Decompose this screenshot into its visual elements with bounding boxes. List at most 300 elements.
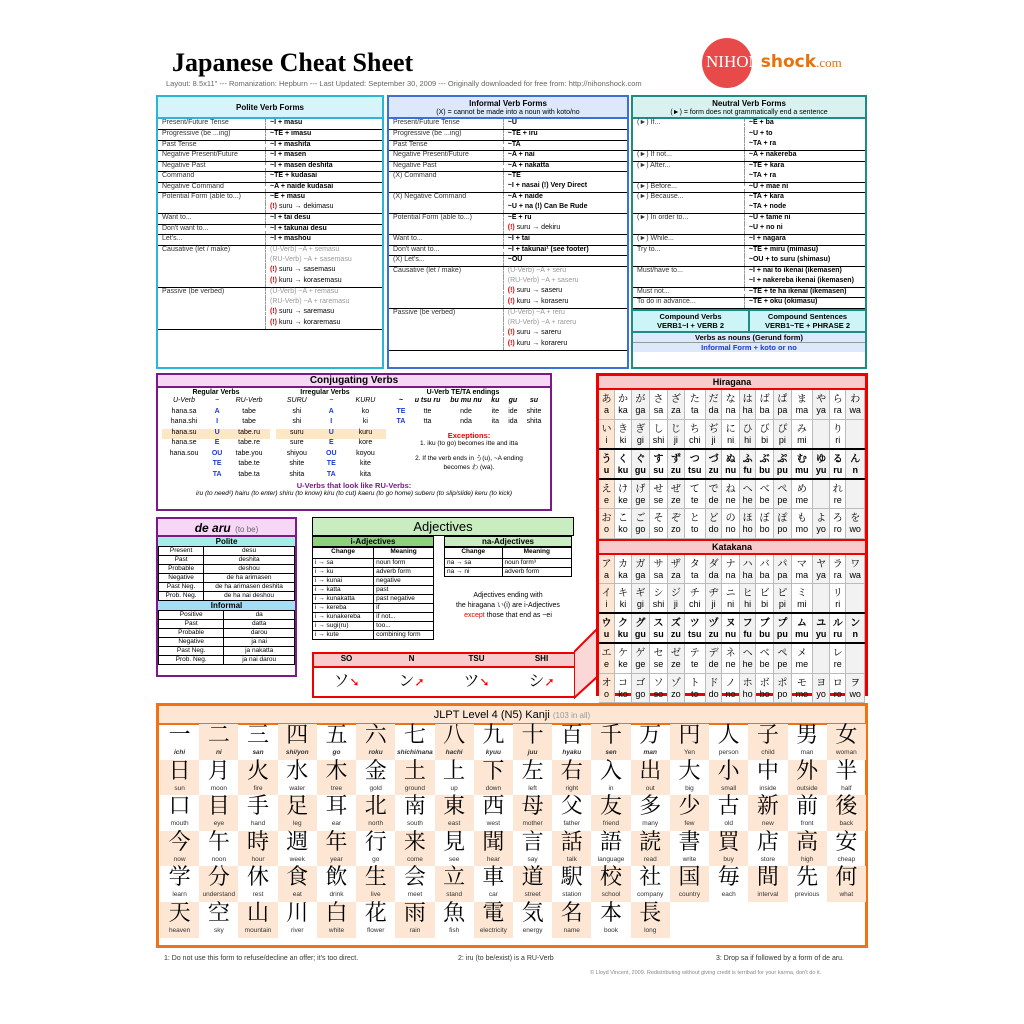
romaji: shi xyxy=(649,435,668,449)
kana-char: た xyxy=(684,390,705,405)
table-row xyxy=(633,298,865,309)
kana-char: ぬ xyxy=(722,449,740,465)
kanji-meaning: school xyxy=(601,891,621,899)
kanji-char: 花 xyxy=(364,900,387,926)
romaji: ji xyxy=(705,599,721,613)
adjective-note-except: except xyxy=(464,611,485,619)
table-row xyxy=(158,266,382,277)
row-formula: ~TA xyxy=(503,140,627,151)
kanji-cell xyxy=(552,760,591,796)
kana-char: く xyxy=(615,449,632,465)
romaji: no xyxy=(722,524,740,538)
kana-char: ヘ xyxy=(739,643,755,659)
table-row xyxy=(159,611,295,620)
kanji-meaning: go xyxy=(372,855,380,863)
page-subtitle: Layout: 8.5x11" --- Romanization: Hepburn --- Last Updated: September 30, 2009 --- Originally downloaded for free from: http://nihonshock.com xyxy=(166,79,642,88)
kana-char: も xyxy=(791,509,812,525)
romaji: ma xyxy=(791,570,812,584)
kana-char: ケ xyxy=(615,643,632,659)
kanji-meaning: ear xyxy=(331,820,342,828)
kana-char: の xyxy=(722,509,740,525)
table-cell: tabe xyxy=(242,407,256,415)
kana-char: ま xyxy=(791,390,812,405)
kanji-meaning: back xyxy=(839,820,854,828)
kana-char: ゾ xyxy=(668,673,684,689)
kana-char: ぞ xyxy=(668,509,684,525)
logo-text-right: .com xyxy=(816,55,842,70)
kanji-cell xyxy=(278,831,317,867)
romaji: su xyxy=(649,629,668,643)
table-cell: nde xyxy=(460,407,472,415)
header-cell: gu xyxy=(508,397,518,404)
copyright: © Lloyd Vincent, 2009. Redistributing without giving credit is terribad for your karma, don't do it. xyxy=(590,970,822,976)
table-cell: TA xyxy=(396,418,406,425)
kana-char: イ xyxy=(599,584,615,600)
table-row xyxy=(633,151,865,162)
kana-row xyxy=(599,643,865,659)
kanji-meaning: sun xyxy=(174,784,185,792)
red-arrow-icon: ➘ xyxy=(479,675,490,689)
row-label: Negative Command xyxy=(158,182,266,193)
table-row xyxy=(159,647,295,656)
kanji-cell xyxy=(238,795,277,831)
table-row xyxy=(159,574,295,583)
table-row xyxy=(158,256,382,267)
kanji-meaning: mother xyxy=(522,820,543,828)
romaji: ke xyxy=(615,495,632,509)
table-row xyxy=(389,119,627,130)
table-row xyxy=(162,418,270,429)
table-row xyxy=(389,329,627,340)
table-cell: i → sugi(ru) xyxy=(313,621,374,630)
kana-char: り xyxy=(830,419,846,435)
kanji-cell xyxy=(160,795,199,831)
kanji-cell xyxy=(356,795,395,831)
table-row xyxy=(313,585,434,594)
romaji: fu xyxy=(739,629,755,643)
table-cell: desu xyxy=(204,547,295,556)
kana-char: ウ xyxy=(599,613,615,629)
table-cell: Negative xyxy=(159,574,204,583)
hiragana-table xyxy=(599,390,865,539)
row-label: Causative (let / make) xyxy=(389,266,503,277)
row-formula: (!) suru → dekimasu xyxy=(266,203,382,214)
table-row xyxy=(389,277,627,288)
kanji-char: 四 xyxy=(286,723,309,748)
kana-char: と xyxy=(684,509,705,525)
kanji-meaning: old xyxy=(724,820,734,828)
table-header xyxy=(445,548,572,559)
kanji-meaning: each xyxy=(721,891,736,899)
row-formula: (!) kuru → korasemasu xyxy=(266,277,382,288)
table-cell: hana.sou xyxy=(169,449,199,457)
romaji: gi xyxy=(632,599,650,613)
kana-char: ゼ xyxy=(668,643,684,659)
romaji: mi xyxy=(791,435,812,449)
kana-char: げ xyxy=(632,479,650,495)
romaji: zo xyxy=(668,524,684,538)
table-cell: deshou xyxy=(204,565,295,574)
table-cell: A xyxy=(328,407,334,415)
kana-row xyxy=(599,419,865,435)
kana-char: ネ xyxy=(722,643,740,659)
table-row xyxy=(313,621,434,630)
table-cell: I xyxy=(216,418,219,425)
kanji-char: 男 xyxy=(796,723,819,748)
row-formula: ~A + nakatta xyxy=(503,161,627,172)
kana-char: ア xyxy=(599,555,615,570)
table-row xyxy=(389,224,627,235)
table-cell: shita xyxy=(289,470,305,478)
kanji-cell xyxy=(435,795,474,831)
kanji-cell xyxy=(788,795,827,831)
table-row xyxy=(158,245,382,256)
kana-char: エ xyxy=(599,643,615,659)
kana-char: お xyxy=(599,509,615,525)
kana-char: ヤ xyxy=(813,555,830,570)
romaji: me xyxy=(791,659,812,673)
header-cell: Meaning xyxy=(374,548,434,559)
kana-char: ふ xyxy=(739,449,755,465)
kanji-char: 午 xyxy=(207,829,230,855)
kanji-meaning: rest xyxy=(252,891,264,899)
table-cell: de ha arimasen xyxy=(204,574,295,583)
katakana-title: Katakana xyxy=(599,539,865,555)
kanji-char: 人 xyxy=(717,723,740,748)
romaji: e xyxy=(599,495,615,509)
table-cell: shi xyxy=(292,407,302,415)
table-row xyxy=(158,193,382,204)
kana-char: ぺ xyxy=(773,479,791,495)
kanji-cell xyxy=(631,795,670,831)
table-row xyxy=(158,182,382,193)
page-title: Japanese Cheat Sheet xyxy=(172,48,414,77)
kanji-char: 千 xyxy=(600,723,623,748)
table-row xyxy=(313,612,434,621)
row-label xyxy=(633,140,744,151)
kanji-char: 聞 xyxy=(482,829,505,855)
kanji-cell xyxy=(395,866,434,902)
romaji: ra xyxy=(830,570,846,584)
kanji-cell xyxy=(748,795,787,831)
kanji-cell xyxy=(631,760,670,796)
romaji: gu xyxy=(632,629,650,643)
kanji-meaning: year xyxy=(330,855,343,863)
kana-char: ダ xyxy=(705,555,721,570)
kanji-meaning: shichi/nana xyxy=(397,749,433,756)
kanji-meaning: see xyxy=(448,855,460,863)
table-row xyxy=(389,298,627,309)
romaji: se xyxy=(649,495,668,509)
de-aru-panel xyxy=(156,517,297,677)
header-cell: KURU xyxy=(355,397,376,404)
kanji-char: 食 xyxy=(286,865,309,891)
kanji-meaning: flower xyxy=(367,926,385,934)
romaji: ru xyxy=(830,465,846,479)
kanji-meaning: country xyxy=(678,891,701,899)
table-cell: E xyxy=(214,439,220,446)
neutral-verb-table xyxy=(633,119,865,309)
kanji-char: 校 xyxy=(600,865,623,891)
kana-char: ガ xyxy=(632,555,650,570)
kana-char: ぽ xyxy=(773,509,791,525)
table-row xyxy=(276,408,386,419)
table-row xyxy=(389,130,627,141)
romaji: fu xyxy=(739,465,755,479)
kana-char xyxy=(813,643,830,659)
row-formula: ~TA + node xyxy=(744,203,865,214)
row-label xyxy=(389,277,503,288)
kana-char: ぐ xyxy=(632,449,650,465)
kana-char xyxy=(813,419,830,435)
table-row xyxy=(633,287,865,298)
kanji-meaning: woman xyxy=(835,749,857,756)
kana-char xyxy=(846,584,865,600)
table-row xyxy=(158,235,382,246)
table-cell: ite xyxy=(491,407,499,415)
kanji-meaning: electricity xyxy=(479,926,507,934)
romaji: zu xyxy=(705,465,721,479)
kanji-char: 東 xyxy=(443,794,466,820)
romaji: hi xyxy=(739,435,755,449)
kana-char: ヌ xyxy=(722,613,740,629)
row-label: (►) If... xyxy=(633,119,744,130)
table-cell: i → kereba xyxy=(313,603,374,612)
table-cell: Positive xyxy=(159,611,224,620)
kanji-cell xyxy=(552,902,591,938)
kana-char: ワ xyxy=(846,555,865,570)
table-row xyxy=(633,277,865,288)
kanji-char: 父 xyxy=(560,794,583,820)
kanji-cell xyxy=(474,760,513,796)
informal-note: (X) = cannot be made into a noun with koto/no xyxy=(436,109,580,116)
kanji-cell xyxy=(827,724,866,760)
kanji-count: (103 in all) xyxy=(552,711,591,720)
table-row xyxy=(159,547,295,556)
table-cell: de ha nai deshou xyxy=(204,592,295,601)
romaji: ri xyxy=(830,435,846,449)
kanji-row xyxy=(160,724,866,760)
exception-2: 2. If the verb ends in う(u), ~A ending becomes わ (wa). xyxy=(415,454,523,471)
kanji-cell xyxy=(356,831,395,867)
row-label: Negative Past xyxy=(389,161,503,172)
row-label xyxy=(633,203,744,214)
row-label: Don't want to... xyxy=(158,224,266,235)
red-arrow-icon: ➘ xyxy=(349,675,360,689)
romaji: ta xyxy=(684,405,705,419)
table-cell: Prob. Neg. xyxy=(159,592,204,601)
table-cell: ja nai xyxy=(224,638,295,647)
kana-char: グ xyxy=(632,613,650,629)
table-row xyxy=(159,638,295,647)
kana-char: コ xyxy=(615,673,632,689)
romaji: re xyxy=(830,495,846,509)
kanji-cell xyxy=(513,760,552,796)
table-cell: da xyxy=(224,611,295,620)
i-adjectives-title: i-Adjectives xyxy=(312,536,434,547)
kana-char: が xyxy=(632,390,650,405)
kana-row xyxy=(599,509,865,525)
kanji-meaning: fish xyxy=(449,926,460,934)
kanji-cell xyxy=(435,760,474,796)
romaji: pu xyxy=(773,465,791,479)
kanji-cell xyxy=(552,724,591,760)
kanji-cell xyxy=(238,760,277,796)
romaji: pu xyxy=(773,629,791,643)
kana-row xyxy=(599,390,865,405)
gerund-title: Verbs as nouns (Gerund form) xyxy=(633,333,865,343)
site-logo[interactable] xyxy=(702,38,872,88)
kana-char: い xyxy=(599,419,615,435)
table-cell: i → katta xyxy=(313,585,374,594)
kana-char: タ xyxy=(684,555,705,570)
kanji-char: 下 xyxy=(482,758,505,784)
kanji-cell xyxy=(435,831,474,867)
romaji: ha xyxy=(739,405,755,419)
kanji-cell xyxy=(395,724,434,760)
row-label xyxy=(158,203,266,214)
kanji-cell xyxy=(238,866,277,902)
kana-char: ら xyxy=(830,390,846,405)
kanji-char: 十 xyxy=(521,723,544,748)
kana-char xyxy=(846,419,865,435)
kanji-char: 南 xyxy=(403,794,426,820)
romaji: ro xyxy=(830,689,846,703)
de-aru-polite-title: Polite xyxy=(158,537,295,546)
romaji: ra xyxy=(830,405,846,419)
romaji: shi xyxy=(649,599,668,613)
kanji-cell xyxy=(513,724,552,760)
informal-verb-forms-panel xyxy=(387,95,629,369)
table-cell: Prob. Neg. xyxy=(159,656,224,665)
row-label xyxy=(633,130,744,141)
romaji-row xyxy=(599,524,865,538)
kanji-meaning: eat xyxy=(292,891,302,899)
kanji-char: 立 xyxy=(443,865,466,891)
conjugating-title: Conjugating Verbs xyxy=(158,375,550,388)
kanji-meaning: inside xyxy=(759,784,777,792)
kanji-char: 外 xyxy=(796,758,819,784)
kanji-cell xyxy=(395,902,434,938)
romaji: pe xyxy=(773,659,791,673)
table-row xyxy=(276,450,386,461)
kanji-meaning: down xyxy=(485,784,502,792)
kanji-cell xyxy=(748,724,787,760)
kanji-meaning: eye xyxy=(213,820,225,828)
kanji-cell xyxy=(238,831,277,867)
exceptions-title: Exceptions: xyxy=(447,430,491,440)
kanji-meaning: hyaku xyxy=(562,749,582,756)
kanji-meaning: ni xyxy=(215,749,222,756)
na-adjectives-title: na-Adjectives xyxy=(444,536,572,547)
kanji-meaning: friend xyxy=(602,820,620,828)
kana-char: み xyxy=(791,419,812,435)
kana-char: わ xyxy=(846,390,865,405)
table-cell: sure xyxy=(290,439,304,446)
kana-char: け xyxy=(615,479,632,495)
table-row xyxy=(633,235,865,246)
informal-verb-table xyxy=(389,119,627,351)
table-header xyxy=(276,397,386,408)
romaji: ya xyxy=(813,405,830,419)
kanji-cell xyxy=(356,760,395,796)
romaji: ji xyxy=(705,435,721,449)
polite-verb-forms-panel xyxy=(156,95,384,369)
row-formula: (!) kuru → koraremasu xyxy=(266,319,382,330)
kana-char: ソ xyxy=(649,673,668,689)
table-row xyxy=(445,567,572,576)
row-formula: ~OU + to suru (shimasu) xyxy=(744,256,865,267)
stroke-label: TSU xyxy=(468,654,485,663)
kanji-row xyxy=(160,831,866,867)
kana-char: ぱ xyxy=(773,390,791,405)
table-cell: ide xyxy=(508,407,518,415)
row-label: Passive (be verbed) xyxy=(158,287,266,298)
kanji-cell xyxy=(748,831,787,867)
kanji-row xyxy=(160,795,866,831)
romaji: mo xyxy=(791,524,812,538)
kana-char: ひ xyxy=(739,419,755,435)
look-like-ru-title: U-Verbs that look like RU-Verbs: xyxy=(296,481,412,490)
row-label xyxy=(389,287,503,298)
table-cell xyxy=(162,460,206,471)
informal-title: Informal Verb Forms xyxy=(469,99,547,108)
table-row xyxy=(633,161,865,172)
table-cell: na → sa xyxy=(445,558,503,567)
romaji xyxy=(846,659,865,673)
row-formula: ~I + nagara xyxy=(744,235,865,246)
kanji-meaning: energy xyxy=(522,926,543,934)
romaji: ko xyxy=(615,689,632,703)
row-label: To do in advance... xyxy=(633,298,744,309)
kanji-meaning: ichi xyxy=(174,749,186,756)
stroke-kana: ソ xyxy=(333,673,350,690)
romaji: ga xyxy=(632,570,650,584)
kanji-cell xyxy=(591,831,630,867)
romaji: bi xyxy=(756,435,774,449)
table-cell: TA xyxy=(212,470,222,478)
table-cell: tta xyxy=(423,418,432,425)
kana-char: そ xyxy=(649,509,668,525)
table-cell: kore xyxy=(358,439,373,446)
kanji-cell xyxy=(474,724,513,760)
table-row xyxy=(159,583,295,592)
table-row xyxy=(389,245,627,256)
table-row xyxy=(445,558,572,567)
table-cell: tte xyxy=(423,407,432,415)
kana-char: セ xyxy=(649,643,668,659)
kanji-char: 五 xyxy=(325,723,348,748)
kana-char: よ xyxy=(813,509,830,525)
table-cell: koyou xyxy=(356,449,375,457)
romaji xyxy=(813,495,830,509)
row-label: Try to... xyxy=(633,245,744,256)
kanji-meaning: fire xyxy=(253,784,263,792)
table-cell: ja nakatta xyxy=(224,647,295,656)
romaji: be xyxy=(756,495,774,509)
romaji: pi xyxy=(773,435,791,449)
kanji-meaning: east xyxy=(447,820,461,828)
kanji-cell xyxy=(199,760,238,796)
compound-sentences-title: Compound Sentences xyxy=(767,311,848,321)
kana-char: マ xyxy=(791,555,812,570)
kanji-grid xyxy=(160,724,866,938)
table-row xyxy=(313,594,434,603)
kanji-cell xyxy=(670,902,709,938)
kana-char: ぶ xyxy=(756,449,774,465)
row-formula: ~TA + kara xyxy=(748,193,784,200)
kana-char: ハ xyxy=(739,555,755,570)
